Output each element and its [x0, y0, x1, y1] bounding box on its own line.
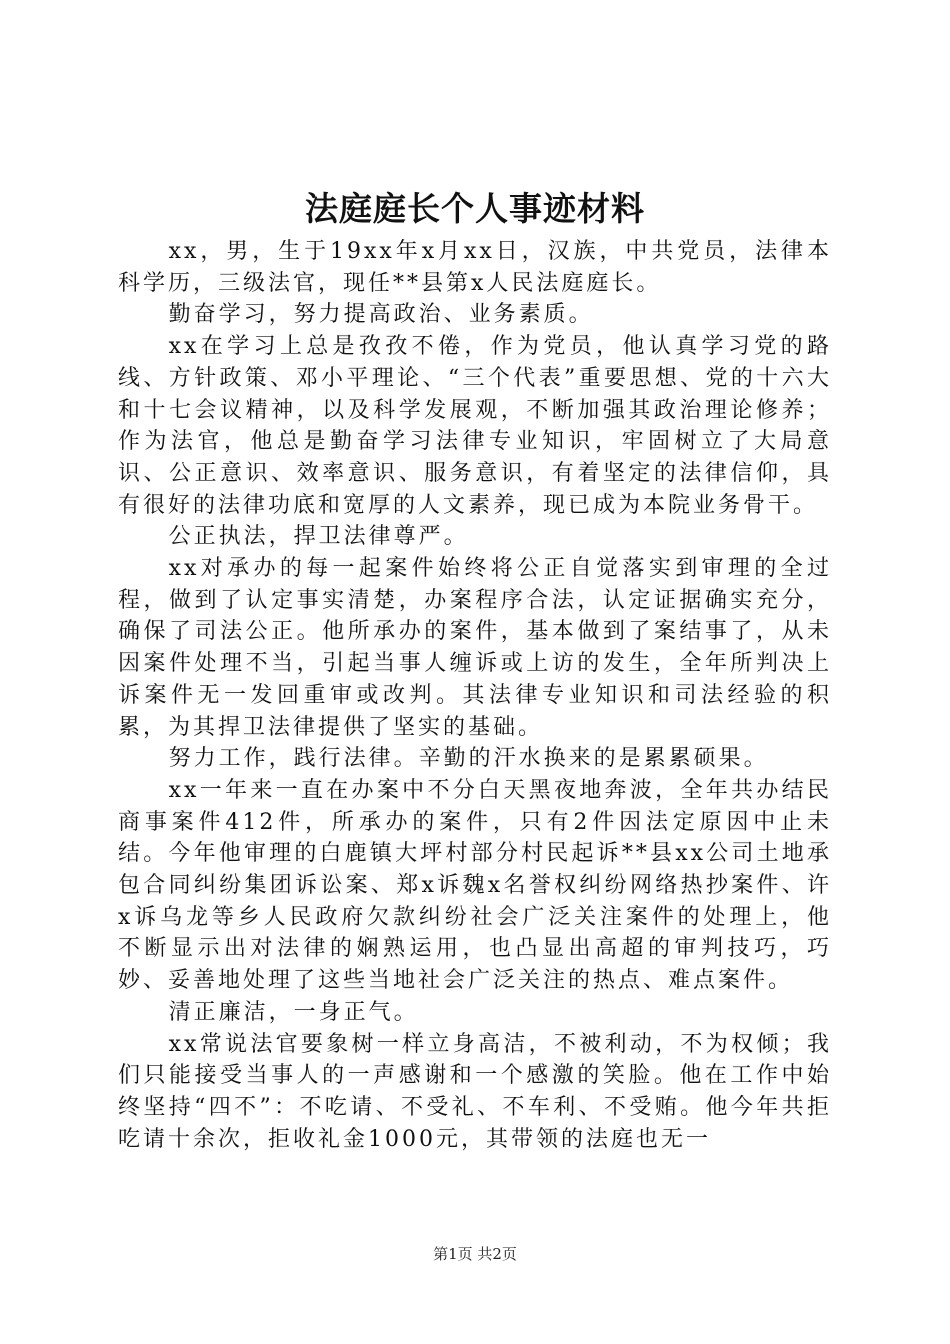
section-heading-study: 勤奋学习，努力提高政治、业务素质。 — [168, 302, 594, 328]
section-heading-justice: 公正执法，捍卫法律尊严。 — [168, 524, 469, 550]
section-heading-integrity: 清正廉洁，一身正气。 — [168, 999, 419, 1025]
paragraph-integrity: xx常说法官要象树一样立身高洁，不被利动，不为权倾；我们只能接受当事人的一声感谢和一个感激的笑脸。他在工作中始终坚持“四不”：不吃请、不受礼、不车利、不受贿。他今年共拒吃请十余次，拒收礼金1000元，其带领的法庭也无一 — [118, 1031, 832, 1152]
paragraph-work: xx一年来一直在办案中不分白天黑夜地奔波，全年共办结民商事案件412件，所承办的案件，只有2件因法定原因中止未结。今年他审理的白鹿镇大坪村部分村民起诉**县xx公司土地承包合同纠纷集团诉讼案、郑x诉魏x名誉权纠纷网络热抄案件、许x诉乌龙等乡人民政府欠款纠纷社会广泛关注案件的处理上，他不断显示出对法律的娴熟运用，也凸显出高超的审判技巧，巧妙、妥善地处理了这些当地社会广泛关注的热点、难点案件。 — [118, 777, 832, 994]
paragraph-intro: xx，男，生于19xx年x月xx日，汉族，中共党员，法律本科学历，三级法官，现任**县第x人民法庭庭长。 — [118, 239, 832, 296]
paragraph-justice: xx对承办的每一起案件始终将公正自觉落实到审理的全过程，做到了认定事实清楚，办案程序合法，认定证据确实充分，确保了司法公正。他所承办的案件，基本做到了案结事了，从未因案件处理不当，引起当事人缠诉或上访的发生，全年所判决上诉案件无一发回重审或改判。其法律专业知识和司法经验的积累，为其捍卫法律提供了坚实的基础。 — [118, 556, 832, 740]
document-title: 法庭庭长个人事迹材料 — [305, 189, 645, 228]
paragraph-study: xx在学习上总是孜孜不倦，作为党员，他认真学习党的路线、方针政策、邓小平理论、“三个代表”重要思想、党的十六大和十七会议精神，以及科学发展观，不断加强其政治理论修养；作为法官，他总是勤奋学习法律专业知识，牢固树立了大局意识、公正意识、效率意识、服务意识，有着坚定的法律信仰，具有很好的法律功底和宽厚的人文素养，现已成为本院业务骨干。 — [118, 334, 832, 518]
document-body — [118, 236, 832, 1155]
section-heading-work: 努力工作，践行法律。辛勤的汗水换来的是累累硕果。 — [168, 746, 769, 772]
page-number-footer: 第1页 共2页 — [433, 1245, 517, 1263]
